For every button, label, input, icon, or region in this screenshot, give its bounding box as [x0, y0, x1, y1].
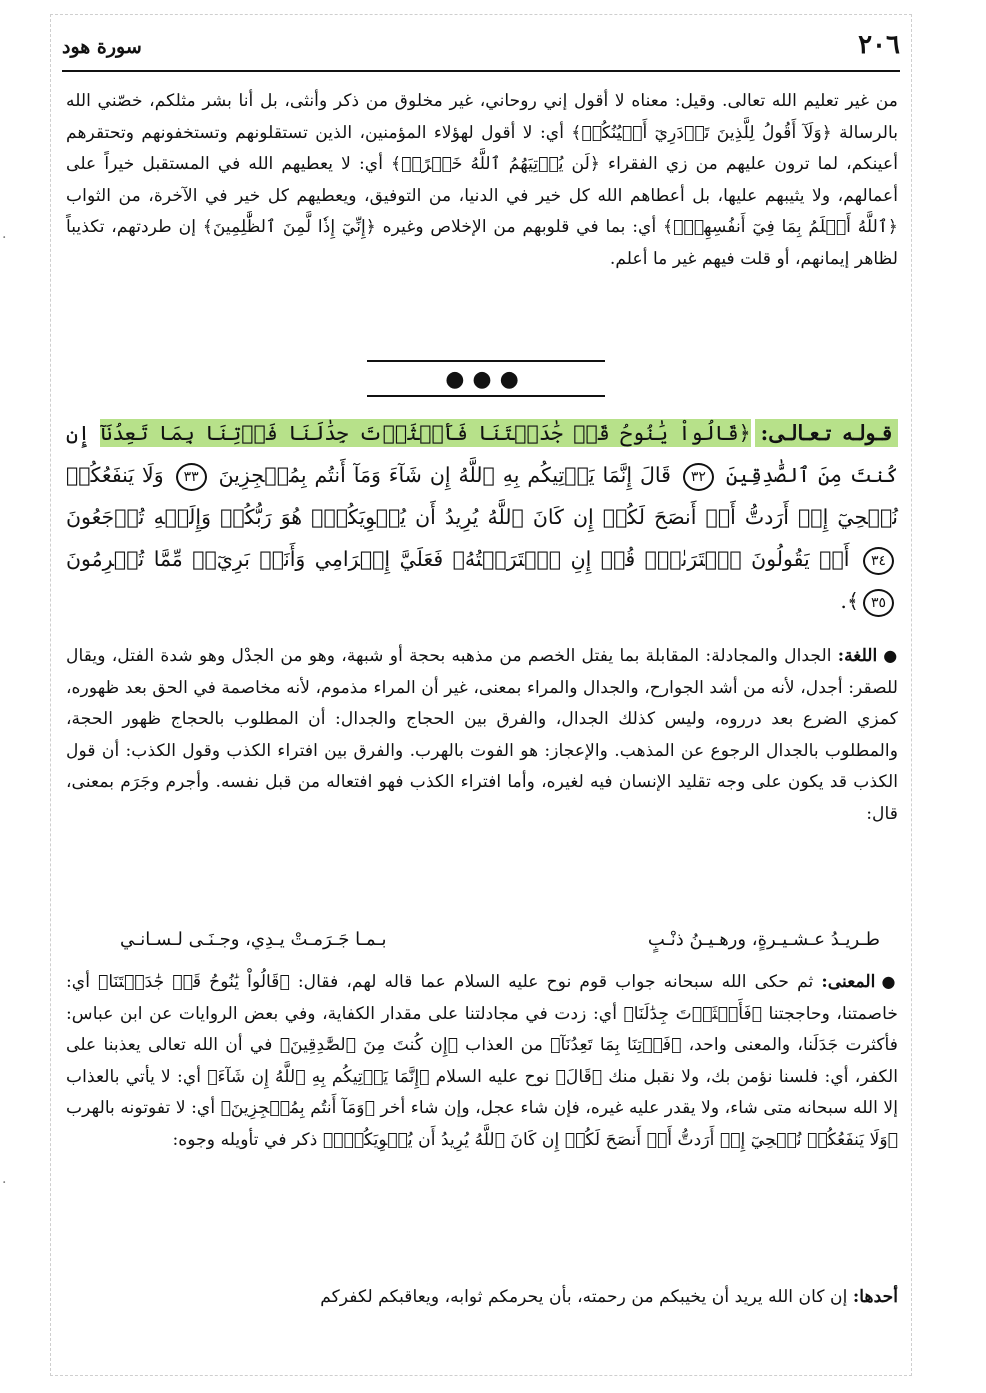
- language-heading: اللغة:: [837, 646, 878, 666]
- page-header: [62, 30, 900, 66]
- first-interpretation-text: إن كان الله يريد أن يخيبكم من رحمته، بأن يحرمكم ثوابه، ويعاقبكم لكفركم: [320, 1287, 848, 1307]
- verse-block: [66, 412, 898, 624]
- header-divider: [62, 70, 900, 72]
- verse-text-part4: أَمۡ يَقُولُونَ ٱفۡتَرَىٰهُۖ قُلۡ إِنِ ٱفۡتَرَيۡتُهُۥ فَعَلَيَّ إِجۡرَامِي وَأَنَا۠ بَرِيٓءٞ مِّمَّا تُجۡرِمُونَ: [66, 547, 850, 571]
- section-dots: ●●●: [445, 367, 527, 392]
- verse-text-part2: قَالَ إِنَّمَا يَأۡتِيكُم بِهِ ٱللَّهُ إِن شَآءَ وَمَآ أَنتُم بِمُعۡجِزِينَ: [218, 463, 671, 487]
- bullet-icon: ●: [883, 646, 898, 665]
- verse-text-part1: إِن كُنتَ مِنَ ٱلصَّٰدِقِينَ: [66, 421, 898, 487]
- language-text: الجدال والمجادلة: المقابلة بما يفتل الخصم من مذهبه بحجة أو شبهة، وهو من الجدْل وهو شدة الفتل، ويقال للصقر: أجدل، لأنه من أشد الجوارح، والجدال والمراء بمعنى، غير أن المراء مذموم، لأنه مخاصمة في الحق بعد ظهوره، كمزي الضرع بعد درروه، وليس كذلك الجدال، والفرق بين الحجاج والجدال: أن المطلوب بالحجاج ظهور الحجة، والمطلوب بالجدال الرجوع عن المذهب. والإعجاز: هو الفوت بالهرب. والفرق بين افتراء الكذب وقول الكذب: أن قول الكذب قد يكون على وجه تقليد الإنسان فيه لغيره، وأما افتراء الكذب فهو افتعاله من قبل نفسه. وأجرم وجَرَم بمعنى، قال:: [66, 646, 898, 824]
- poem-hemistich-2: بـمـا جَـرَمـتْ يـدِي، وجـنَـى لـسـانـي: [120, 929, 387, 950]
- bullet-icon: ●: [881, 972, 898, 991]
- meaning-section: [66, 966, 898, 1266]
- first-interpretation: [66, 1282, 898, 1316]
- verse-text-part3: وَلَا يَنفَعُكُمۡ نُصۡحِيٓ إِنۡ أَرَدتُّ أَنۡ أَنصَحَ لَكُمۡ إِن كَانَ ٱللَّهُ يُرِيدُ أَن يُغۡوِيَكُمۡۚ هُوَ رَبُّكُمۡ وَإِلَيۡهِ تُرۡجَعُونَ: [66, 463, 898, 529]
- verse-heading: قـولـه تـعـالـى:: [755, 419, 898, 447]
- poem-hemistich-1: طـريـدُ عـشـيـرةٍ، ورهـيـنُ ذنْـبٍ: [647, 929, 880, 950]
- poem-verse: [120, 920, 880, 960]
- surah-title: سورة هود: [62, 36, 142, 58]
- meaning-text: ثم حكى الله سبحانه جواب قوم نوح عليه السلام عما قاله لهم، فقال: ﴿قَالُواْ يَٰنُوحُ قَدۡ جَٰدَلۡتَنَا﴾ أي: خاصمتنا، وحاججتنا ﴿فَأَكۡثَرۡتَ جِدَٰلَنَا﴾ أي: زدت في مجادلتنا على مقدار الكفاية، وفي بعض الروايات عن ابن عباس: فأكثرت جَدَلَنا، والمعنى واحد، ﴿فَأۡتِنَا بِمَا تَعِدُنَآ﴾ من العذاب ﴿إِن كُنتَ مِنَ ٱلصَّٰدِقِينَ﴾ في أن الله تعالى يعذبنا على الكفر، أي: فلسنا نؤمن بك، ولا نقبل منك ﴿قَالَ﴾ نوح عليه السلام ﴿إِنَّمَا يَأۡتِيكُم بِهِ ٱللَّهُ إِن شَآءَ﴾ أي: لا يأتي بالعذاب إلا الله سبحانه متى شاء، ولا يقدر عليه غيره، فإن شاء عجل، وإن شاء أخر ﴿وَمَآ أَنتُم بِمُعۡجِزِينَ﴾ أي: لا تفوتونه بالهرب ﴿وَلَا يَنفَعُكُمۡ نُصۡحِيٓ إِنۡ أَرَدتُّ أَنۡ أَنصَحَ لَكُمۡ إِن كَانَ ٱللَّهُ يُرِيدُ أَن يُغۡوِيَكُمۡۚ﴾ ذكر في تأويله وجوه:: [66, 972, 898, 1150]
- page-number: ٢٠٦: [858, 30, 900, 60]
- margin-scan-mark: ·: [2, 1175, 7, 1191]
- ayah-number-32: ٣٢: [683, 463, 714, 491]
- ayah-number-35: ٣٥: [863, 589, 894, 617]
- first-interpretation-heading: أحدها:: [852, 1287, 898, 1307]
- margin-scan-mark: ·: [2, 230, 7, 246]
- verse-highlighted-text: ﴿قَالُواْ يَٰنُوحُ قَدۡ جَٰدَلۡتَنَا فَأَكۡثَرۡتَ جِدَٰلَنَا فَأۡتِنَا بِمَا تَعِدُنَآ: [100, 421, 751, 445]
- ayah-number-34: ٣٤: [863, 547, 894, 575]
- intro-paragraph: من غير تعليم الله تعالى. وقيل: معناه لا أقول إني روحاني، غير مخلوق من ذكر وأنثى، بل أنا بشر مثلكم، خصّني الله بالرسالة ﴿وَلَآ أَقُولُ لِلَّذِينَ تَزۡدَرِيٓ أَعۡيُنُكُمۡ﴾ أي: لا أقول لهؤلاء المؤمنين، الذين تستقلونهم وتستخفونهم وتحتقرهم أعينكم، لما ترون عليهم من زي الفقراء ﴿لَن يُؤۡتِيَهُمُ ٱللَّهُ خَيۡرًاۖ﴾ أي: لا يعطيهم الله في المستقبل خيراً على أعمالهم، ولا يثيبهم عليها، بل أعطاهم الله كل خير في الدنيا، من التوفيق، ويعطيهم كل خير في الآخرة، من الثواب ﴿ٱللَّهُ أَعۡلَمُ بِمَا فِيٓ أَنفُسِهِمۡۖ﴾ أي: بما في قلوبهم من الإخلاص وغيره ﴿إِنِّيٓ إِذٗا لَّمِنَ ٱلظَّٰلِمِينَ﴾ إن طردتهم، تكذيباً لظاهر إيمانهم، أو قلت فيهم غير ما أعلم.: [66, 91, 898, 269]
- meaning-heading: المعنى:: [821, 972, 876, 992]
- section-divider-bottom: [367, 395, 605, 397]
- verse-end-mark: ﴾.: [840, 589, 859, 613]
- section-divider-top: [367, 360, 605, 362]
- ayah-number-33: ٣٣: [176, 463, 207, 491]
- language-section: [66, 640, 898, 902]
